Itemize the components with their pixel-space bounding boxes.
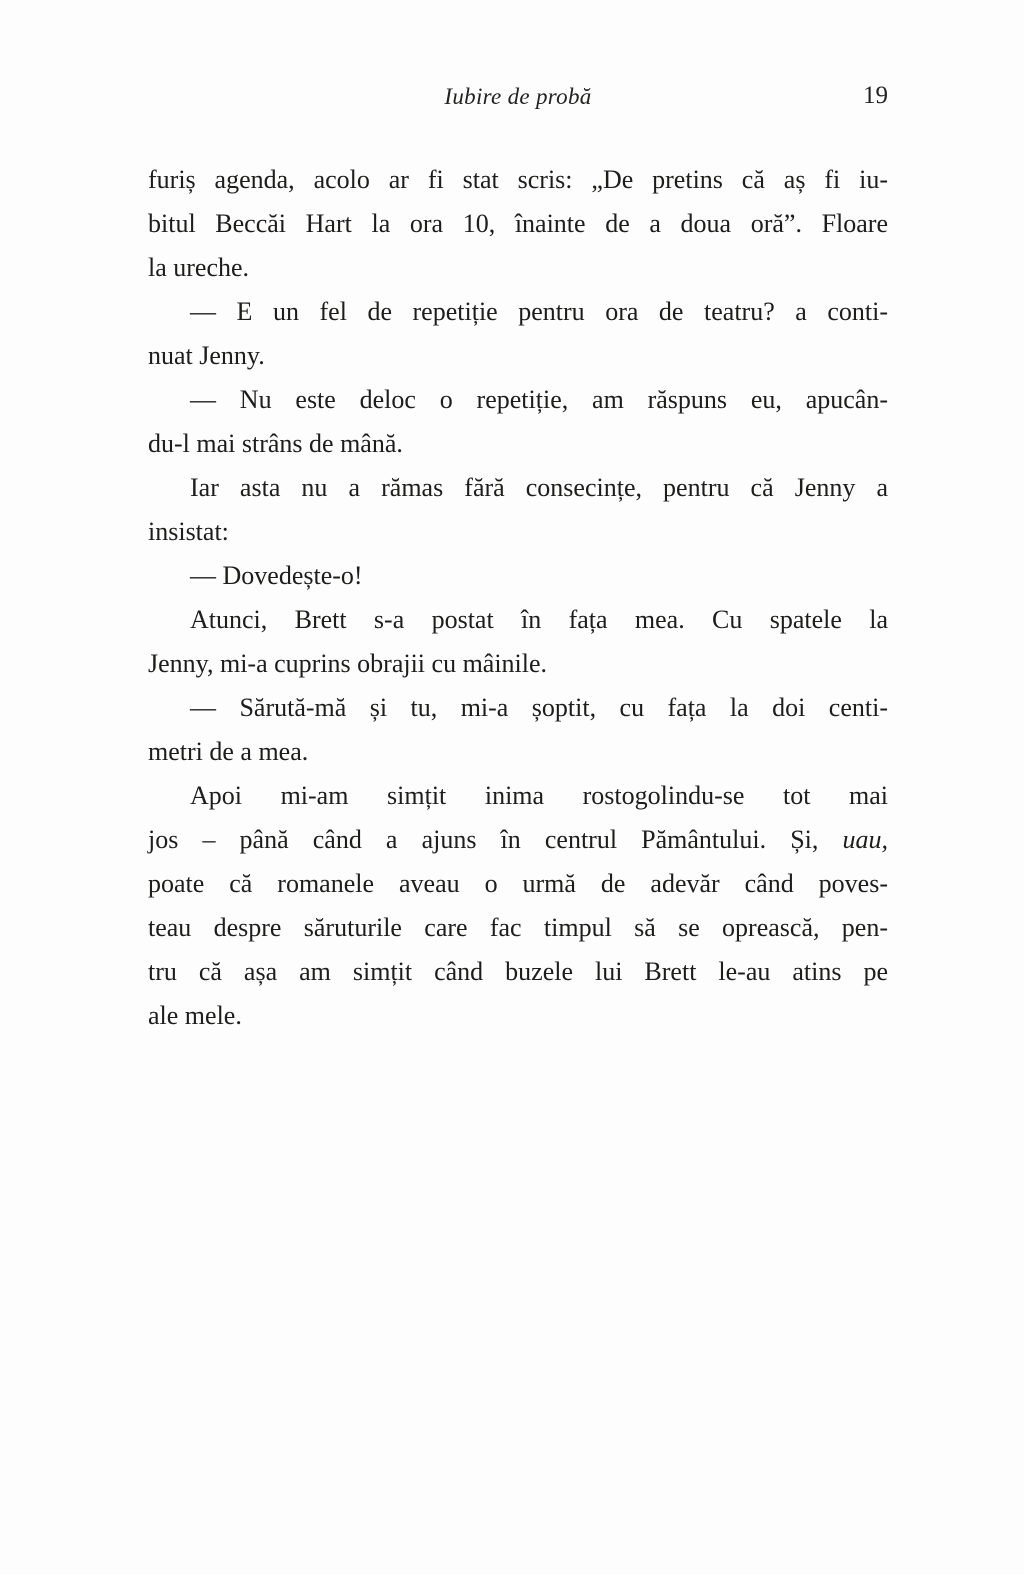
- text-line: insistat:: [148, 517, 229, 546]
- text-line: la ureche.: [148, 253, 250, 282]
- text-line: Iar asta nu a rămas fără consecințe, pentru că Jenny a: [190, 473, 888, 502]
- text-line: — Sărută-mă și tu, mi-a șoptit, cu fața la doi centi-: [190, 693, 888, 722]
- text-line: — E un fel de repetiție pentru ora de teatru? a conti-: [190, 297, 888, 326]
- text-line: teau despre săruturile care fac timpul să se oprească, pen-: [148, 913, 888, 942]
- text-line: Apoi mi-am simțit inima rostogolindu-se tot mai: [190, 781, 888, 810]
- text-line: metri de a mea.: [148, 737, 309, 766]
- text-line: [148, 818, 888, 862]
- text-line: du-l mai strâns de mână.: [148, 429, 403, 458]
- text-line: poate că romanele aveau o urmă de adevăr când poves-: [148, 869, 888, 898]
- page-header: [148, 84, 888, 116]
- text-line: tru că așa am simțit când buzele lui Brett le-au atins pe: [148, 957, 888, 986]
- text-line: nuat Jenny.: [148, 341, 265, 370]
- text-line: — Nu este deloc o repetiție, am răspuns eu, apucân-: [190, 385, 888, 414]
- page-body: [148, 158, 888, 1038]
- text-line: — Dovedește-o!: [190, 561, 363, 590]
- text-line: ale mele.: [148, 1001, 242, 1030]
- page-number: 19: [863, 82, 888, 109]
- text-line: bitul Beccăi Hart la ora 10, înainte de a doua oră”. Floare: [148, 209, 888, 238]
- text-segment-italic: uau,: [842, 825, 888, 854]
- text-segment: jos – până când a ajuns în centrul Pământului. Și,: [148, 825, 843, 854]
- text-line: Atunci, Brett s-a postat în fața mea. Cu spatele la: [190, 605, 888, 634]
- text-line: Jenny, mi-a cuprins obrajii cu mâinile.: [148, 649, 548, 678]
- running-head-title: Iubire de probă: [444, 84, 592, 109]
- text-line: furiș agenda, acolo ar fi stat scris: „De pretins că aș fi iu-: [148, 165, 888, 194]
